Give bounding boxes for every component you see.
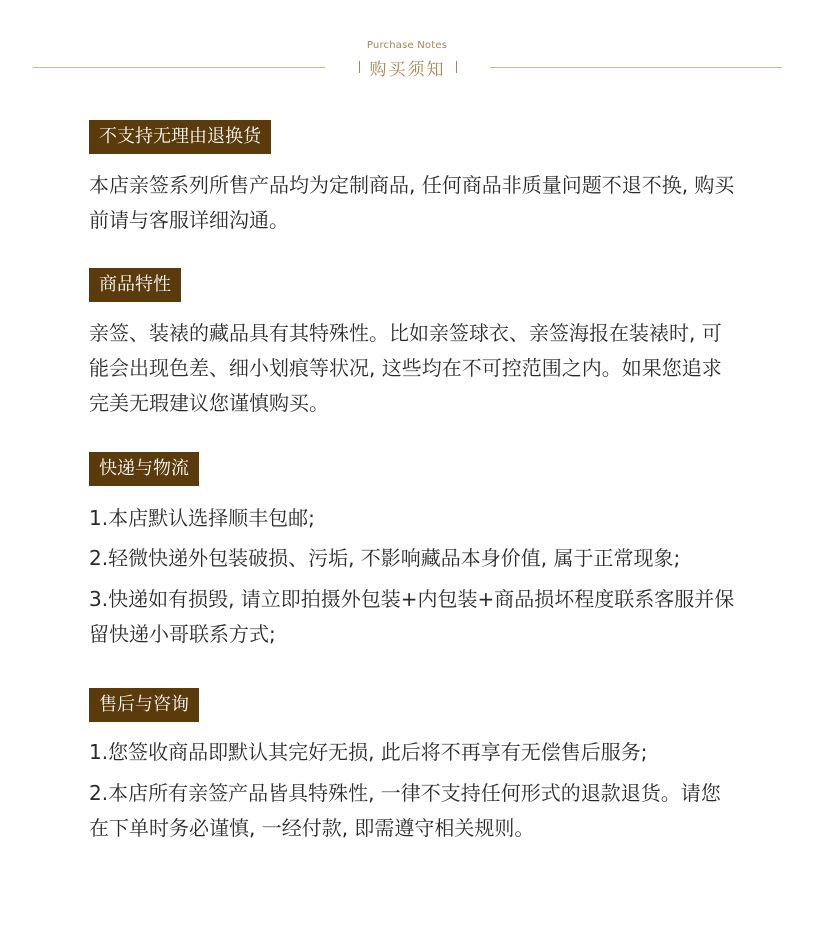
- section-product-features-text: 亲签、装裱的藏品具有其特殊性。比如亲签球衣、亲签海报在装裱时, 可能会出现色差、细小划痕等状况, 这些均在不可控范围之内。如果您追求完美无瑕建议您谨慎购买。: [89, 321, 722, 415]
- section-tag-after-sales: 售后与咨询: [89, 688, 199, 722]
- header-subtitle: Purchase Notes: [366, 40, 448, 51]
- header-title: 购买须知: [369, 59, 446, 80]
- after-sales-item-1: 1.您签收商品即默认其完好无损, 此后将不再享有无偿售后服务;: [89, 740, 648, 764]
- shipping-item-3: 3.快递如有损毁, 请立即拍摄外包装+内包装+商品损坏程度联系客服并保留快递小哥联系方式;: [89, 587, 735, 646]
- header-divider-right: [490, 67, 782, 68]
- title-bar-right: [456, 61, 457, 73]
- section-no-return-text: 本店亲签系列所售产品均为定制商品, 任何商品非质量问题不退不换, 购买前请与客服详细沟通。: [89, 173, 735, 232]
- section-tag-shipping: 快递与物流: [89, 452, 199, 486]
- section-tag-product-features: 商品特性: [89, 268, 181, 302]
- shipping-item-1: 1.本店默认选择顺丰包邮;: [89, 506, 315, 530]
- header-title-group: [335, 55, 480, 79]
- purchase-notes-header: [0, 36, 814, 84]
- after-sales-item-2: 2.本店所有亲签产品皆具特殊性, 一律不支持任何形式的退款退货。请您在下单时务必谨慎, 一经付款, 即需遵守相关规则。: [89, 781, 721, 840]
- header-divider-left: [33, 67, 325, 68]
- title-bar-left: [359, 61, 360, 73]
- shipping-item-2: 2.轻微快递外包装破损、污垢, 不影响藏品本身价值, 属于正常现象;: [89, 546, 681, 570]
- section-tag-no-return: 不支持无理由退换货: [89, 120, 271, 154]
